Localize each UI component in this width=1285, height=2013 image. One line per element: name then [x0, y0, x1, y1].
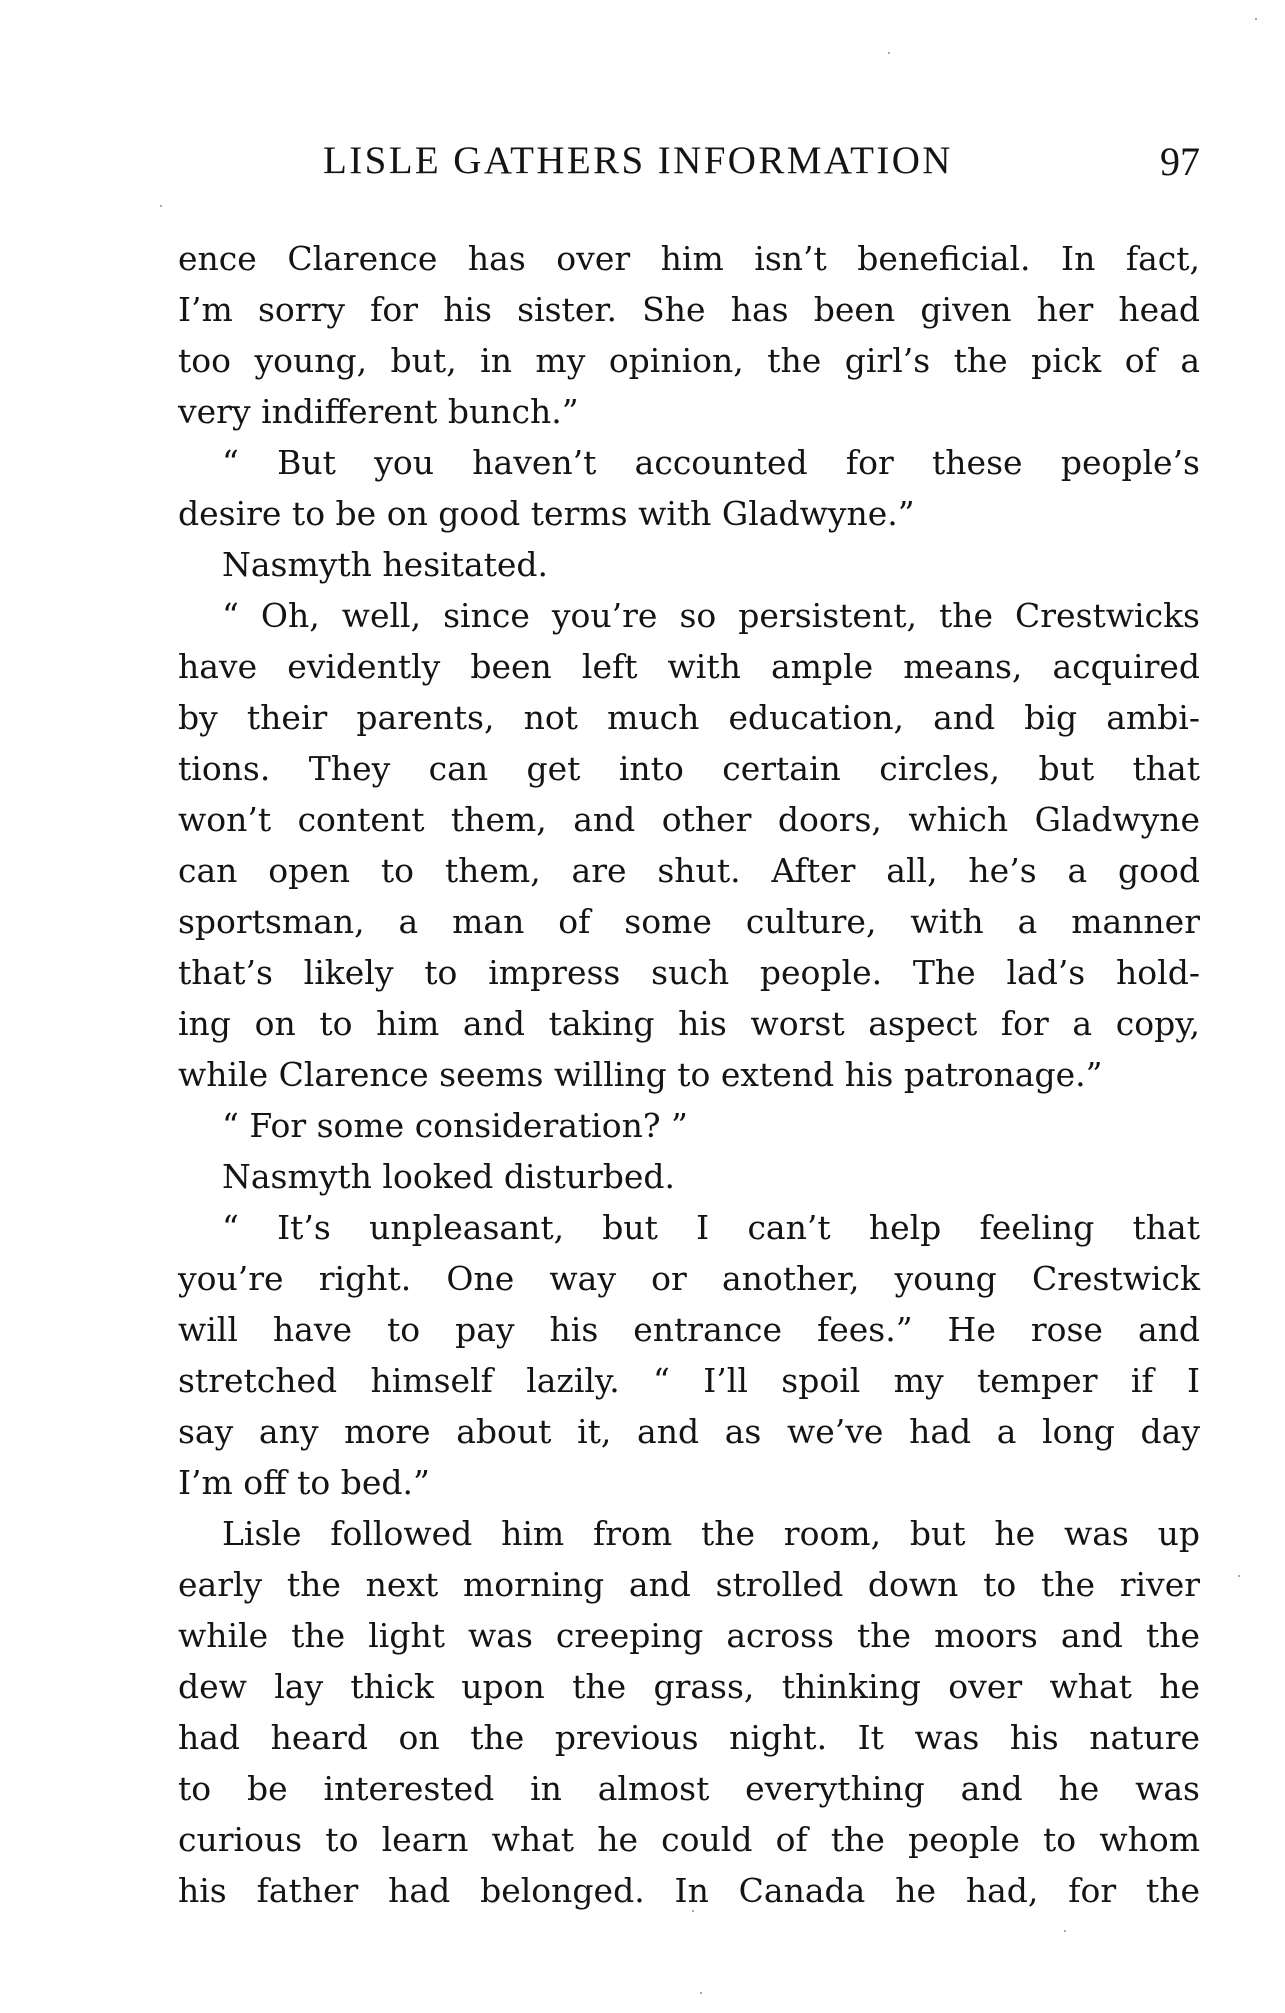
- text-line: too young, but, in my opinion, the girl’s the pick of a: [178, 341, 1200, 380]
- text-line: Nasmyth looked disturbed.: [222, 1157, 676, 1196]
- text-line: I’m sorry for his sister. She has been given her head: [178, 290, 1200, 329]
- text-line: Nasmyth hesitated.: [222, 545, 549, 584]
- text-line: can open to them, are shut. After all, he’s a good: [178, 851, 1200, 890]
- text-line: “ It’s unpleasant, but I can’t help feeling that: [222, 1208, 1200, 1247]
- text-line: had heard on the previous night. It was his nature: [178, 1718, 1200, 1757]
- text-line: say any more about it, and as we’ve had a long day: [178, 1412, 1200, 1451]
- text-line: will have to pay his entrance fees.” He rose and: [178, 1310, 1200, 1349]
- text-line: I’m off to bed.”: [178, 1463, 430, 1502]
- chapter-title: LISLE GATHERS INFORMATION: [323, 139, 953, 182]
- text-line: very indifferent bunch.”: [178, 392, 579, 431]
- scan-speck: [160, 205, 162, 207]
- text-line: ing on to him and taking his worst aspect for a copy,: [178, 1004, 1200, 1043]
- text-line: tions. They can get into certain circles, but that: [178, 749, 1200, 788]
- scan-speck: [700, 1992, 702, 1994]
- page-number: 97: [1160, 139, 1200, 184]
- text-line: early the next morning and strolled down to the river: [178, 1565, 1200, 1604]
- text-line: stretched himself lazily. “ I’ll spoil my temper if I: [178, 1361, 1200, 1400]
- scan-speck: [1064, 1930, 1066, 1932]
- text-line: by their parents, not much education, and big ambi-: [178, 698, 1200, 737]
- text-line: that’s likely to impress such people. The lad’s hold-: [178, 953, 1200, 992]
- text-line: “ But you haven’t accounted for these people’s: [222, 443, 1200, 482]
- text-line: “ For some consideration? ”: [222, 1106, 688, 1145]
- text-line: his father had belonged. In Canada he had, for the: [178, 1871, 1200, 1910]
- text-line: won’t content them, and other doors, which Gladwyne: [178, 800, 1200, 839]
- text-line: “ Oh, well, since you’re so persistent, the Crestwicks: [222, 596, 1200, 635]
- text-line: curious to learn what he could of the people to whom: [178, 1820, 1200, 1859]
- text-line: dew lay thick upon the grass, thinking over what he: [178, 1667, 1200, 1706]
- text-line: have evidently been left with ample means, acquired: [178, 647, 1200, 686]
- text-line: Lisle followed him from the room, but he was up: [222, 1514, 1200, 1553]
- text-line: while Clarence seems willing to extend his patronage.”: [178, 1055, 1103, 1094]
- running-head: [178, 138, 1200, 190]
- text-line: sportsman, a man of some culture, with a manner: [178, 902, 1200, 941]
- body-text: [178, 233, 1200, 1916]
- scan-speck: [1255, 18, 1257, 20]
- scan-speck: [1238, 1575, 1240, 1577]
- scan-speck: [888, 52, 890, 54]
- scan-speck: [692, 1910, 694, 1912]
- text-line: ence Clarence has over him isn’t beneficial. In fact,: [178, 239, 1200, 278]
- text-line: while the light was creeping across the moors and the: [178, 1616, 1200, 1655]
- text-line: you’re right. One way or another, young Crestwick: [178, 1259, 1200, 1298]
- text-line: to be interested in almost everything and he was: [178, 1769, 1200, 1808]
- text-line: desire to be on good terms with Gladwyne.”: [178, 494, 915, 533]
